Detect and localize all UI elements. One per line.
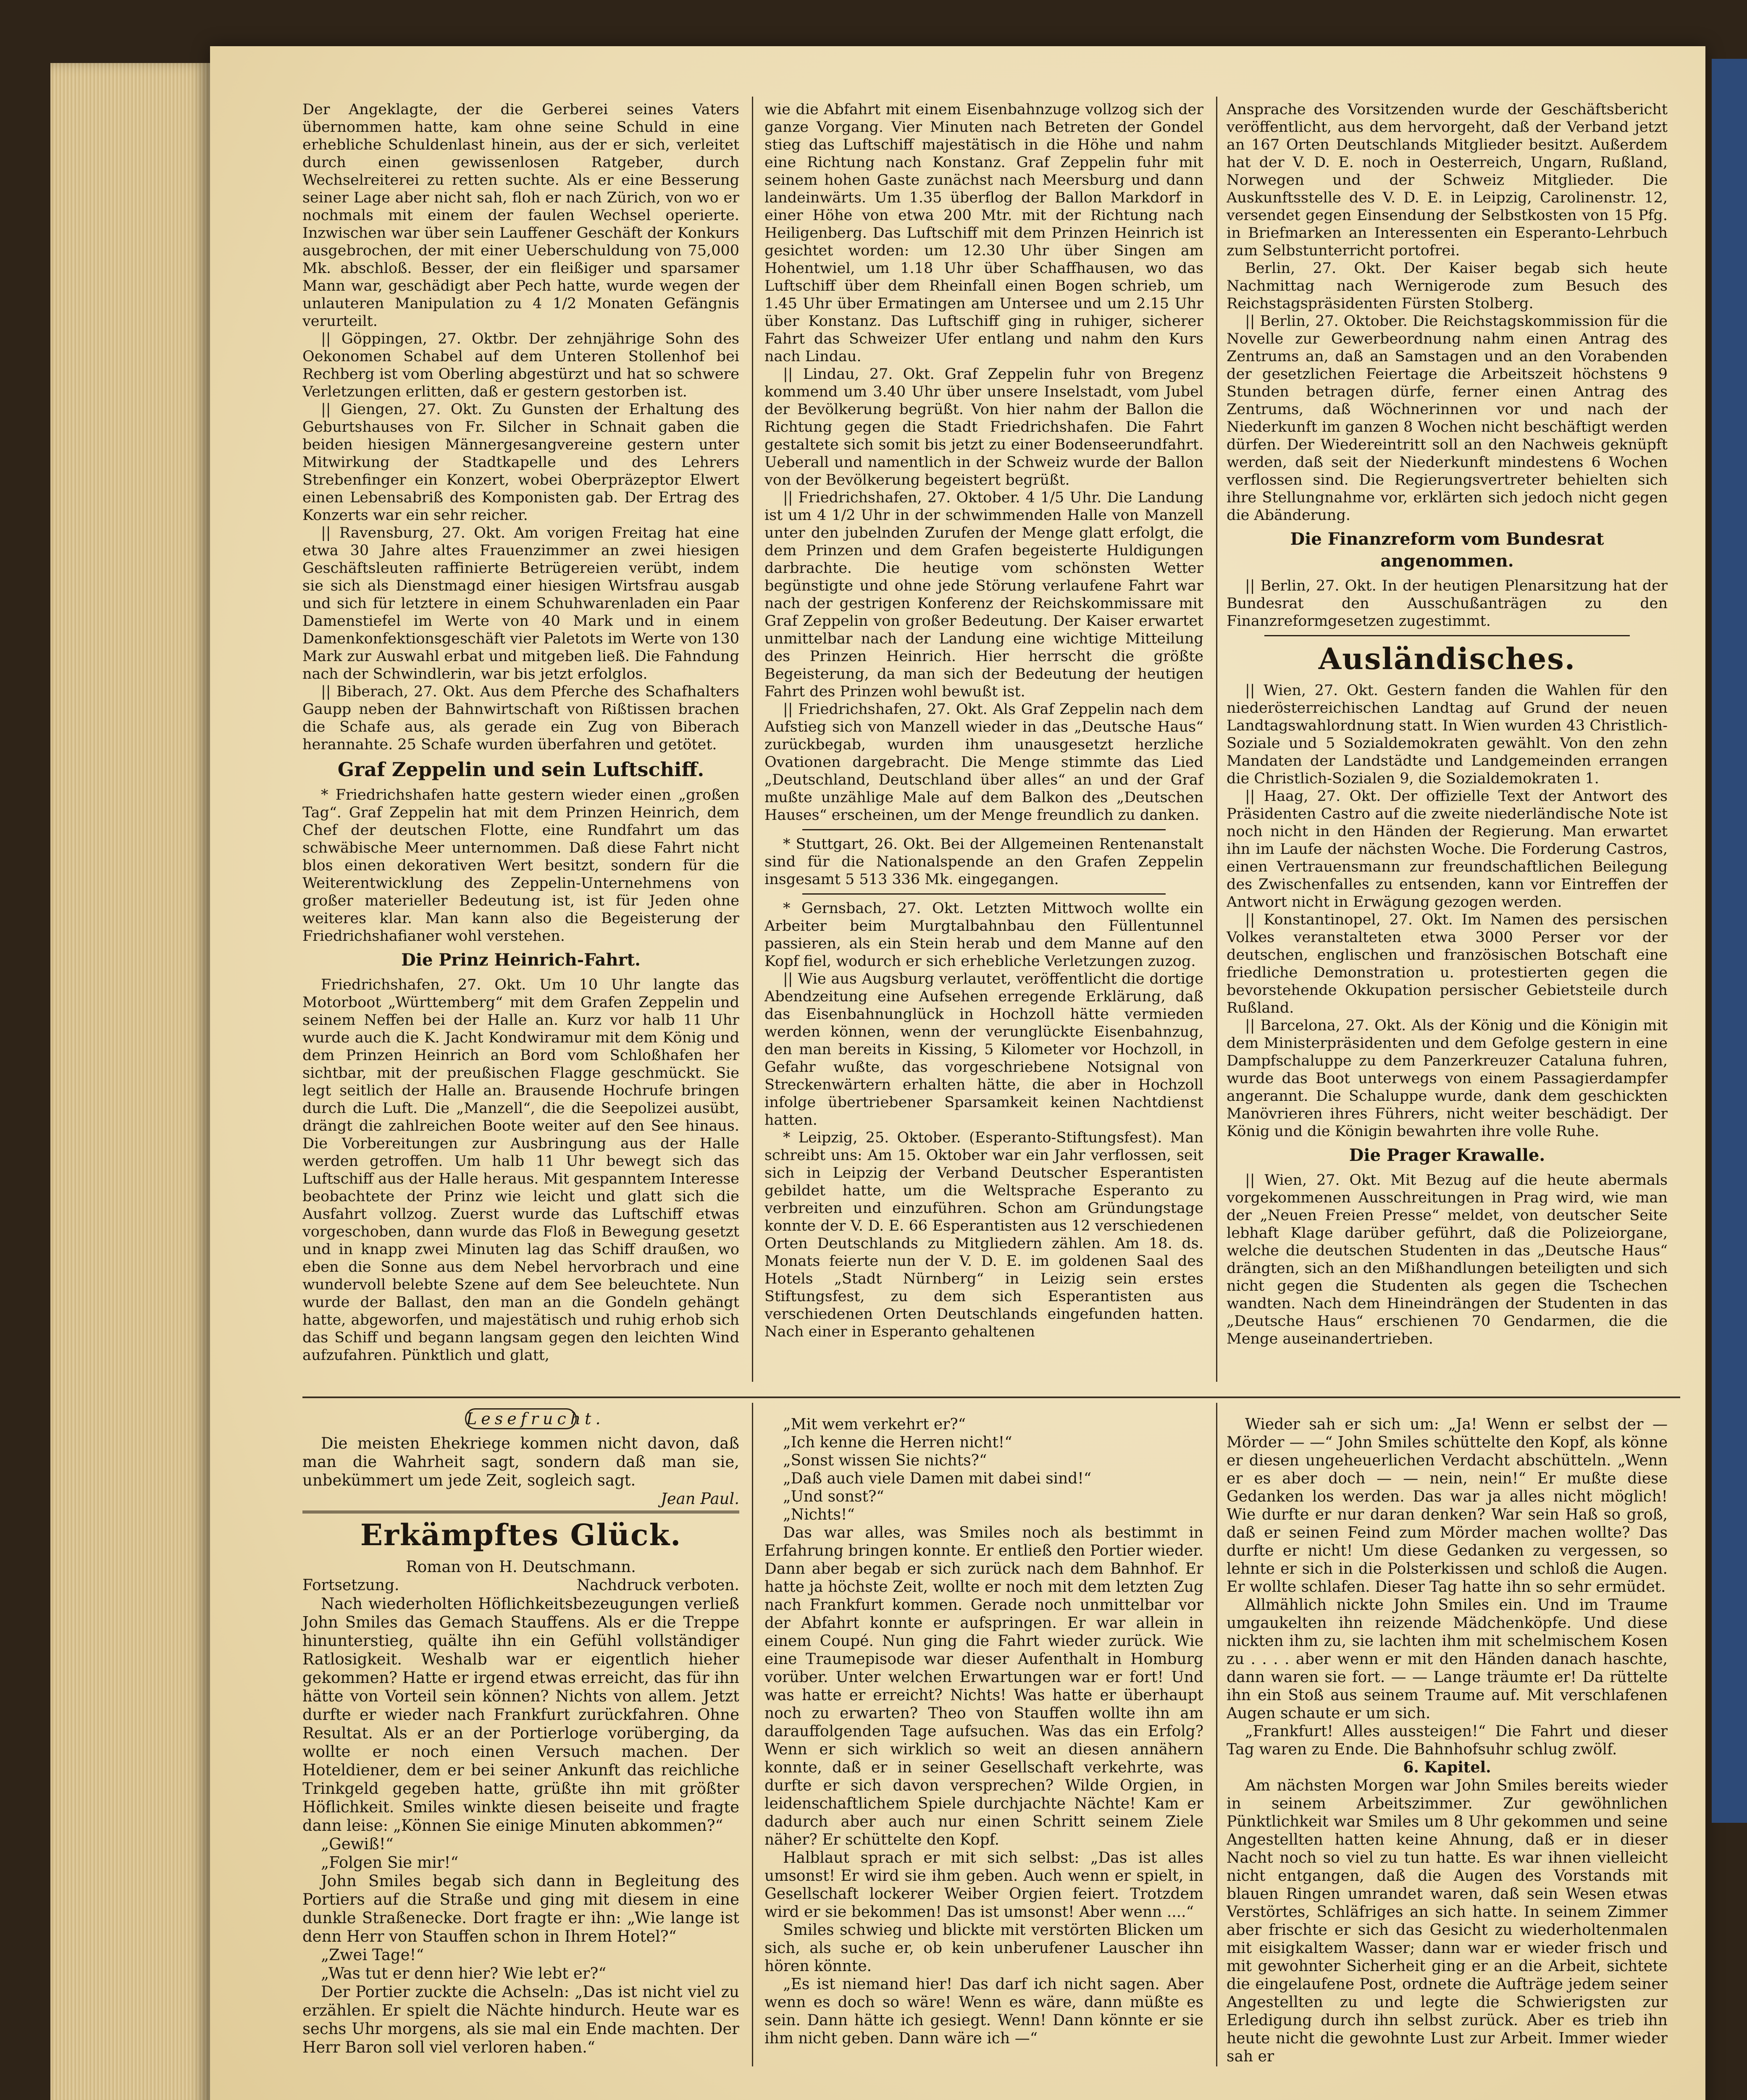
novel-byline: Roman von H. Deutschmann.	[406, 1558, 636, 1576]
novel-paragraph: „Gewiß!“	[321, 1835, 394, 1853]
column-rule-2	[1216, 97, 1217, 1382]
article-divider	[1264, 635, 1630, 636]
heading-prinz-heinrich: Die Prinz Heinrich-Fahrt.	[401, 950, 641, 970]
article-paragraph: * Stuttgart, 26. Okt. Bei der Allgemeinen Rentenanstalt sind für die Nationalspende an den Grafen Zeppelin insgesamt 5 513 336 Mk. eingegangen.	[764, 836, 1203, 888]
article-paragraph: || Haag, 27. Okt. Der offizielle Text der Antwort des Präsidenten Castro auf die zweite niederländische Note ist noch nicht in den Händen der Regierung. Man erwartet ihn im Laufe der nächsten Woche. Die Forderung Castros, einen Vertrauensmann zur freundschaftlichen Beilegung des Zwischenfalles zu entsenden, kann vor Eintreffen der Antwort nicht in Erwägung gezogen werden.	[1227, 788, 1668, 911]
article-paragraph: || Friedrichshafen, 27. Okt. Als Graf Zeppelin nach dem Aufstieg sich von Manzell wieder in das „Deutsche Haus“ zurückbegab, wurden ihm unausgesetzt herzliche Ovationen dargebracht. Die Menge stimmte das Lied „Deutschland, Deutschland über alles“ an und der Graf mußte unzählige Male auf dem Balkon des „Deutschen Hauses“ erscheinen, um der Menge freundlich zu danken.	[764, 701, 1203, 824]
novel-paragraph: Smiles schwieg und blickte mit verstörten Blicken um sich, als suche er, ob kein unberufener Lauscher ihn hören könnte.	[764, 1922, 1203, 1975]
article-paragraph: Ansprache des Vorsitzenden wurde der Geschäftsbericht veröffentlicht, aus dem hervorgeht, daß der Verband jetzt an 167 Orten Deutschlands Mitglieder besitzt. Außerdem hat der V. D. E. noch in Oesterreich, Ungarn, Rußland, Norwegen und der Schweiz Mitglieder. Die Auskunftsstelle des V. D. E. in Leipzig, Carolinenstr. 12, versendet gegen Einsendung der Selbstkosten von 15 Pfg. in Briefmarken an Interessenten ein Esperanto-Lehrbuch zum Selbstunterricht portofrei.	[1227, 101, 1668, 259]
article-paragraph: || Giengen, 27. Okt. Zu Gunsten der Erhaltung des Geburtshauses von Fr. Silcher in Schnait gaben die beiden hiesigen Männergesangvereine gestern unter Mitwirkung der Stadtkapelle und des Lehrers Strebenfinger ein Konzert, wobei Oberpräzeptor Elwert einen Lebensabriß des Komponisten gab. Der Ertrag des Konzerts war ein sehr reicher.	[302, 401, 739, 524]
novel-title: Erkämpftes Glück.	[360, 1517, 682, 1552]
article-paragraph: || Barcelona, 27. Okt. Als der König und die Königin mit dem Ministerpräsidenten und dem Gefolge gestern in eine Dampfschaluppe zu dem Panzerkreuzer Cataluna fuhren, wurde das Boot unterwegs von einem Passagierdampfer angerannt. Die Schaluppe wurde, dank dem geschickten Manövrieren ihres Führers, nicht weiter beschädigt. Der König und die Königin bewahrten ihre volle Ruhe.	[1227, 1017, 1668, 1140]
feuilleton-separator	[302, 1396, 1680, 1398]
feuilleton-column-3	[1227, 1415, 1668, 2066]
heading-auslaendisches: Ausländisches.	[1318, 641, 1576, 676]
article-paragraph: wie die Abfahrt mit einem Eisenbahnzuge vollzog sich der ganze Vorgang. Vier Minuten nach Betreten der Gondel stieg das Luftschiff majestätisch in die Höhe und nahm eine Richtung nach Konstanz. Graf Zeppelin fuhr mit seinem hohen Gaste zunächst nach Meersburg und dann landeinwärts. Um 1.35 überflog der Ballon Markdorf in einer Höhe von etwa 200 Mtr. mit der Richtung nach Heiligenberg. Das Luftschiff mit dem Prinzen Heinrich ist gesichtet worden: um 12.30 Uhr über Singen am Hohentwiel, um 1.18 Uhr über Schaffhausen, wo das Luftschiff über dem Rheinfall einen Bogen schrieb, um 1.45 Uhr über Ermatingen am Untersee und um 2.15 Uhr über Konstanz. Das Luftschiff ging in ruhiger, sicherer Fahrt das Schweizer Ufer entlang und nahm den Kurs nach Lindau.	[764, 101, 1203, 365]
feuilleton-column-1	[302, 1405, 739, 2057]
novel-paragraph: „Mit wem verkehrt er?“	[783, 1416, 966, 1433]
article-paragraph: || Biberach, 27. Okt. Aus dem Pferche des Schafhalters Gaupp neben der Bahnwirtschaft von Rißtissen brachen die Schafe aus, als gerade ein Zug von Biberach herannahte. 25 Schafe wurden überfahren und getötet.	[302, 683, 739, 753]
article-divider	[802, 893, 1166, 895]
heading-finanzreform: Die Finanzreform vom Bundesrat angenommen.	[1290, 529, 1604, 571]
novel-paragraph: Am nächsten Morgen war John Smiles bereits wieder in seinem Arbeitszimmer. Zur gewöhnlichen Pünktlichkeit war Smiles um 8 Uhr gekommen und seine Angestellten hatten keine Ahnung, daß er in dieser Nacht noch so viel zu tun hatte. Es war ihnen vielleicht nicht entgangen, daß die Augen des Vorstands mit blauen Ringen umrandet waren, daß sein Wesen etwas Verstörtes, Schläfriges an sich hatte. In seinem Zimmer aber frischte er sich das Gesicht zu wiederholtenmalen mit eisigkaltem Wasser; dann war er wieder frisch und mit gewohnter Sicherheit ging er an die Arbeit, sichtete die eingelaufene Post, ordnete die Aufträge jedem seiner Angestellten zu und legte die Schwierigsten zur Erledigung durch ihn selbst zurück. Aber es trieb ihn heute nicht die gewohnte Lust zur Arbeit. Immer wieder sah er	[1227, 1777, 1668, 2065]
article-paragraph: || Konstantinopel, 27. Okt. Im Namen des persischen Volkes veranstalteten etwa 3000 Perser vor der deutschen, englischen und französischen Botschaft eine friedliche Demonstration u. protestierten gegen die bevorstehende Okkupation persischer Gebietsteile durch Rußland.	[1227, 911, 1668, 1016]
article-divider	[802, 829, 1166, 830]
article-paragraph: || Berlin, 27. Oktober. Die Reichstagskommission für die Novelle zur Gewerbeordnung nahm einen Antrag des Zentrums an, daß an Samstagen und an den Vorabenden der gesetzlichen Feiertage die Arbeitszeit höchstens 9 Stunden betragen dürfe, ferner einen Antrag des Zentrums, daß Wöchnerinnen vor und nach der Niederkunft im ganzen 8 Wochen nicht beschäftigt werden dürfen. Der Wiedereintritt soll an den Nachweis geknüpft werden, daß seit der Niederkunft mindestens 6 Wochen verflossen sind. Die Regierungsvertreter behielten sich ihre Stellungnahme vor, erklärten sich jedoch nicht gegen die Abänderung.	[1227, 313, 1668, 524]
feuilleton-column-2	[764, 1415, 1203, 2048]
article-paragraph: || Lindau, 27. Okt. Graf Zeppelin fuhr von Bregenz kommend um 3.40 Uhr über unsere Inselstadt, vom Jubel der Bevölkerung begrüßt. Von hier nahm der Ballon die Richtung gegen die Stadt Friedrichshafen. Die Fahrt gestaltete sich somit bis jetzt zu einer Bodenseerundfahrt. Ueberall und namentlich in der Schweiz wurde der Ballon von der Bevölkerung begeistert begrüßt.	[764, 366, 1203, 488]
novel-paragraph: „Was tut er denn hier? Wie lebt er?“	[321, 1964, 607, 1982]
article-paragraph: || Wie aus Augsburg verlautet, veröffentlicht die dortige Abendzeitung eine Aufsehen erregende Erklärung, daß das Eisenbahnunglück in Hochzoll hätte vermieden werden können, wenn der verunglückte Eisenbahnzug, den man bereits in Kissing, 5 Kilometer vor Hochzoll, in Gefahr wußte, das vorgeschriebene Notsignal von Streckenwärtern erhalten hätte, die aber in Hochzoll infolge übertriebener Sparsamkeit keinen Nachtdienst hatten.	[764, 971, 1203, 1129]
article-paragraph: || Berlin, 27. Okt. In der heutigen Plenarsitzung hat der Bundesrat den Ausschußanträgen zu den Finanzreformgesetzen zugestimmt.	[1227, 578, 1668, 630]
article-paragraph: Berlin, 27. Okt. Der Kaiser begab sich heute Nachmittag nach Wernigerode zum Besuch des Reichstagspräsidenten Fürsten Stolberg.	[1227, 260, 1668, 312]
article-paragraph: * Gernsbach, 27. Okt. Letzten Mittwoch wollte ein Arbeiter beim Murgtalbahnbau den Füllentunnel passieren, als ein Stein herab und dem Manne auf den Kopf fiel, wodurch er sich erhebliche Verletzungen zuzog.	[764, 900, 1203, 970]
novel-paragraph: „Sonst wissen Sie nichts?“	[783, 1452, 987, 1469]
novel-paragraph: „Nichts!“	[783, 1506, 855, 1523]
novel-paragraph: „Ich kenne die Herren nicht!“	[783, 1434, 1012, 1451]
heading-zeppelin: Graf Zeppelin und sein Luftschiff.	[337, 758, 704, 781]
novel-meta	[302, 1576, 739, 1595]
article-paragraph: || Göppingen, 27. Oktbr. Der zehnjährige Sohn des Oekonomen Schabel auf dem Unteren Stollenhof bei Rechberg ist vom Oberling abgestürzt und hat so schwere Verletzungen erlitten, daß er gestern gestorben ist.	[302, 331, 739, 400]
column-1	[302, 101, 739, 1364]
novel-paragraph: „Frankfurt! Alles aussteigen!“ Die Fahrt und dieser Tag waren zu Ende. Die Bahnhofsuhr schlug zwölf.	[1227, 1723, 1668, 1758]
lesefrucht-quote: Die meisten Ehekriege kommen nicht davon, daß man die Wahrheit sagt, sondern daß man sie, unbekümmert um jede Zeit, sogleich sagt.	[302, 1434, 739, 1489]
feuilleton-rule-1	[752, 1403, 753, 2066]
novel-paragraph: „Es ist niemand hier! Das darf ich nicht sagen. Aber wenn es doch so wäre! Wenn es wäre, dann müßte es sein. Dann hätte ich gesiegt. Wenn! Dann könnte er sie ihm nicht geben. Dann wäre ich —“	[764, 1976, 1203, 2047]
novel-paragraph: „Daß auch viele Damen mit dabei sind!“	[783, 1470, 1092, 1487]
article-paragraph: || Wien, 27. Okt. Mit Bezug auf die heute abermals vorgekommenen Ausschreitungen in Prag wird, wie man der „Neuen Freien Presse“ meldet, von deutscher Seite lebhaft Klage darüber geführt, daß die Polizeiorgane, welche die deutschen Studenten in das „Deutsche Haus“ drängten, sich an den Mißhandlungen beteiligten und sich nicht gegen die Studenten als gegen die Tschechen wandten. Nach dem Hineindrängen der Studenten in das „Deutsche Haus“ erschienen 70 Gendarmen, die die Menge auseinandertrieben.	[1227, 1172, 1668, 1347]
novel-paragraph: Wieder sah er sich um: „Ja! Wenn er selbst der — Mörder — —“ John Smiles schüttelte den Kopf, als könne er diesen ungeheuerlichen Verdacht abschütteln. „Wenn er es aber doch — — nein, nein!“ Er mußte diese Gedanken los werden. Das war ja alles nicht möglich! Wie durfte er nur daran denken? War sein Haß so groß, daß er seinen Feind zum Mörder machen wollte? Das durfte er nicht! Um diese Gedanken zu vergessen, so lehnte er sich in die Polsterkissen und schloß die Augen. Er wollte schlafen. Dieser Tag hatte ihn so sehr ermüdet.	[1227, 1416, 1668, 1596]
novel-paragraph: Allmählich nickte John Smiles ein. Und im Traume umgaukelten ihn reizende Mädchenköpfe. Und diese nickten ihm zu, sie lachten ihm mit schelmischem Kosen zu . . . . aber wenn er mit den Händen danach haschte, dann waren sie fort. — — Lange träumte er! Da rüttelte ihn ein Stoß aus seinem Traume auf. Mit verschlafenen Augen schaute er um sich.	[1227, 1596, 1668, 1722]
novel-paragraph: „Und sonst?“	[783, 1488, 884, 1505]
feuilleton-divider	[302, 1511, 739, 1513]
novel-paragraph: Das war alles, was Smiles noch als bestimmt in Erfahrung bringen konnte. Er entließ den Portier wieder. Dann aber begab er sich zurück nach dem Bahnhof. Er hatte ja höchste Zeit, wollte er noch mit dem letzten Zug nach Frankfurt kommen. Gerade noch unmittelbar vor der Abfahrt konnte er aufspringen. Er war allein in einem Coupé. Nun ging die Fahrt wieder zurück. Wie eine Traumepisode war dieser Aufenthalt in Homburg vorüber. Unter welchen Erwartungen war er fort! Und was hatte er erreicht? Nichts! Was hatte er überhaupt noch zu erwarten? Theo von Stauffen wollte ihn am darauffolgenden Tage aufsuchen. Was das ein Erfolg? Wenn er sich wirklich so weit an diesen annähern konnte, daß er in seiner Gesellschaft verkehrte, was durfte er sich davon versprechen? Wilde Orgien, in leidenschaftlichem Spiele durchjachte Nächte! Kam er dadurch aber auch nur einen Schritt seinem Ziele näher? Er schüttelte den Kopf.	[764, 1524, 1203, 1848]
novel-paragraph: Nach wiederholten Höflichkeitsbezeugungen verließ John Smiles das Gemach Stauffens. Als er die Treppe hinunterstieg, quälte ihn ein Gefühl vollständiger Ratlosigkeit. Weshalb war er eigentlich hieher gekommen? Hatte er irgend etwas erreicht, das für ihn hätte von Vorteil sein können? Nichts von allem. Jetzt durfte er wieder nach Frankfurt zurückfahren. Ohne Resultat. Als er an der Portierloge vorüberging, da wollte er noch einen Versuch machen. Der Hoteldiener, dem er bei seiner Ankunft das reichliche Trinkgeld gegeben hatte, grüßte ihn mit größter Höflichkeit. Smiles winkte diesen beiseite und fragte dann leise: „Können Sie einige Minuten abkommen?“	[302, 1595, 739, 1835]
article-paragraph: Friedrichshafen, 27. Okt. Um 10 Uhr langte das Motorboot „Württemberg“ mit dem Grafen Zeppelin und seinem Neffen bei der Halle an. Kurz vor halb 11 Uhr wurde auch die K. Jacht Kondwiramur mit dem König und dem Prinzen Heinrich an Bord vom Schloßhafen her sichtbar, mit der preußischen Flagge geschmückt. Sie legt seitlich der Halle an. Brausende Hochrufe bringen durch die Luft. Die „Manzell“, die die Seepolizei ausübt, drängt die zahlreichen Boote weiter auf den See hinaus. Die Vorbereitungen zur Ausbringung aus der Halle werden getroffen. Um halb 11 Uhr bewegt sich das Luftschiff aus der Halle heraus. Mit gespanntem Interesse beobachtete der Prinz wie leicht und glatt sich die Ausfahrt vollzog. Zuerst wurde das Luftschiff etwas vorgeschoben, dann wurde das Floß in Bewegung gesetzt und in knapp zwei Minuten lag das Schiff draußen, wo eben die Sonne aus dem Nebel hervorbrach und eine wundervoll belebte Szene auf dem See beleuchtete. Nun wurde der Ballast, den man an die Gondeln gehängt hatte, abgeworfen, und majestätisch und ruhig erhob sich das Schiff und begann langsam gegen den leichten Wind aufzufahren. Pünktlich und glatt,	[302, 976, 739, 1364]
book-page-edges	[50, 63, 210, 2100]
article-paragraph: Der Angeklagte, der die Gerberei seines Vaters übernommen hatte, kam ohne seine Schuld in eine erhebliche Schuldenlast hinein, aus der er sich, verleitet durch einen gewissenlosen Ratgeber, durch Wechselreiterei zu retten suchte. Als er eine Besserung seiner Lage aber nicht sah, floh er nach Zürich, von wo er nochmals mit einem der faulen Wechsel operierte. Inzwischen war über sein Lauffener Geschäft der Konkurs ausgebrochen, der mit einer Ueberschuldung von 75,000 Mk. abschloß. Besser, der ein fleißiger und sparsamer Mann war, geschädigt aber Pech hatte, wurde wegen der unlauteren Manipulation zu 4 1/2 Monaten Gefängnis verurteilt.	[302, 101, 739, 330]
column-rule-1	[752, 97, 753, 1382]
blue-bookmark-edge	[1712, 59, 1747, 1823]
novel-paragraph: Halblaut sprach er mit sich selbst: „Das ist alles umsonst! Er wird sie ihm geben. Auch wenn er spielt, in Gesellschaft lockerer Weiber Orgien feiert. Trotzdem wird er sie bekommen! Das ist umsonst! Aber wenn ....“	[764, 1849, 1203, 1921]
nachdruck-label: Nachdruck verboten.	[576, 1577, 739, 1594]
column-3	[1227, 101, 1668, 1348]
novel-paragraph: Der Portier zuckte die Achseln: „Das ist nicht viel zu erzählen. Er spielt die Nächte hindurch. Heute war es sechs Uhr morgens, als sie mal ein Ende machten. Der Herr Baron soll viel verloren haben.“	[302, 1983, 739, 2056]
article-paragraph: || Friedrichshafen, 27. Oktober. 4 1/5 Uhr. Die Landung ist um 4 1/2 Uhr in der schwimmenden Halle von Manzell unter den jubelnden Zurufen der Menge glatt erfolgt, die dem Prinzen und dem Grafen begeisterte Huldigungen darbrachte. Die heutige vom schönsten Wetter begünstigte und ohne jede Störung verlaufene Fahrt war nach der gestrigen Konferenz der Reichskommissare mit Graf Zeppelin von großer Bedeutung. Der Kaiser erwartet unmittelbar nach der Landung eine wichtige Mitteilung des Prinzen Heinrich. Hier herrscht die größte Begeisterung, da man sich der Bedeutung der heutigen Fahrt des Prinzen wohl bewußt ist.	[764, 489, 1203, 700]
column-2	[764, 101, 1203, 1341]
col1-top-articles	[302, 101, 739, 753]
article-paragraph: * Leipzig, 25. Oktober. (Esperanto-Stiftungsfest). Man schreibt uns: Am 15. Oktober war ein Jahr verflossen, seit sich in Leipzig der Verband Deutscher Esperantisten gebildet hatte, um die Weltsprache Esperanto zu verbreiten und einzuführen. Schon am Gründungstage konnte der V. D. E. 66 Esperantisten aus 12 verschiedenen Orten Deutschlands zu Mitgliedern zählen. Am 18. ds. Monats feierte nun der V. D. E. im goldenen Saal des Hotels „Stadt Nürnberg“ in Leizig sein erstes Stiftungsfest, zu dem sich Esperantisten aus verschiedenen Orten Deutschlands eingefunden hatten. Nach einer in Esperanto gehaltenen	[764, 1129, 1203, 1340]
lesefrucht-label: Lesefrucht.	[465, 1408, 577, 1429]
article-paragraph: * Friedrichshafen hatte gestern wieder einen „großen Tag“. Graf Zeppelin hat mit dem Prinzen Heinrich, dem Chef der deutschen Flotte, eine Rundfahrt um das schwäbische Meer unternommen. Daß diese Fahrt nicht blos einen dekorativen Wert besitzt, sondern für die Weiterentwicklung des Zeppelin-Unternehmens von großer materieller Bedeutung ist, ist für Jeden ohne weiteres klar. Man kann also die Begeisterung der Friedrichshafianer wohl verstehen.	[302, 787, 739, 945]
chapter-heading: 6. Kapitel.	[1403, 1759, 1491, 1776]
feuilleton-rule-2	[1216, 1403, 1217, 2066]
heading-prager-krawalle: Die Prager Krawalle.	[1349, 1145, 1545, 1165]
article-paragraph: || Ravensburg, 27. Okt. Am vorigen Freitag hat eine etwa 30 Jahre altes Frauenzimmer an zwei hiesigen Geschäftsleuten raffinierte Betrügereien verübt, indem sie sich als Dienstmagd einer hiesigen Wirtsfrau ausgab und sich für letztere in einem Schuhwarenladen ein Paar Damenstiefel im Werte von 40 Mark und in einem Damenkonfektionsgeschäft vier Paletots im Werte von 130 Mark zur Auswahl erbat und mitgeben ließ. Die Fahndung nach der Schwindlerin, war bis jetzt erfolglos.	[302, 525, 740, 682]
novel-paragraph: „Zwei Tage!“	[321, 1946, 424, 1964]
lesefrucht-author: Jean Paul.	[660, 1490, 739, 1508]
novel-paragraph: John Smiles begab sich dann in Begleitung des Portiers auf die Straße und ging mit diesem in eine dunkle Straßenecke. Dort fragte er ihn: „Wie lange ist denn Herr von Stauffen schon in Ihrem Hotel?“	[302, 1872, 739, 1945]
article-paragraph: || Wien, 27. Okt. Gestern fanden die Wahlen für den niederösterreichischen Landtag auf Grund der neuen Landtagswahlordnung statt. In Wien wurden 43 Christlich-Soziale und 5 Sozialdemokraten gewählt. Von den zehn Mandaten der Landstädte und Landgemeinden errangen die Christlich-Sozialen 9, die Sozialdemokraten 1.	[1227, 682, 1668, 787]
fortsetzung-label: Fortsetzung.	[302, 1577, 399, 1594]
novel-paragraph: „Folgen Sie mir!“	[321, 1853, 459, 1872]
